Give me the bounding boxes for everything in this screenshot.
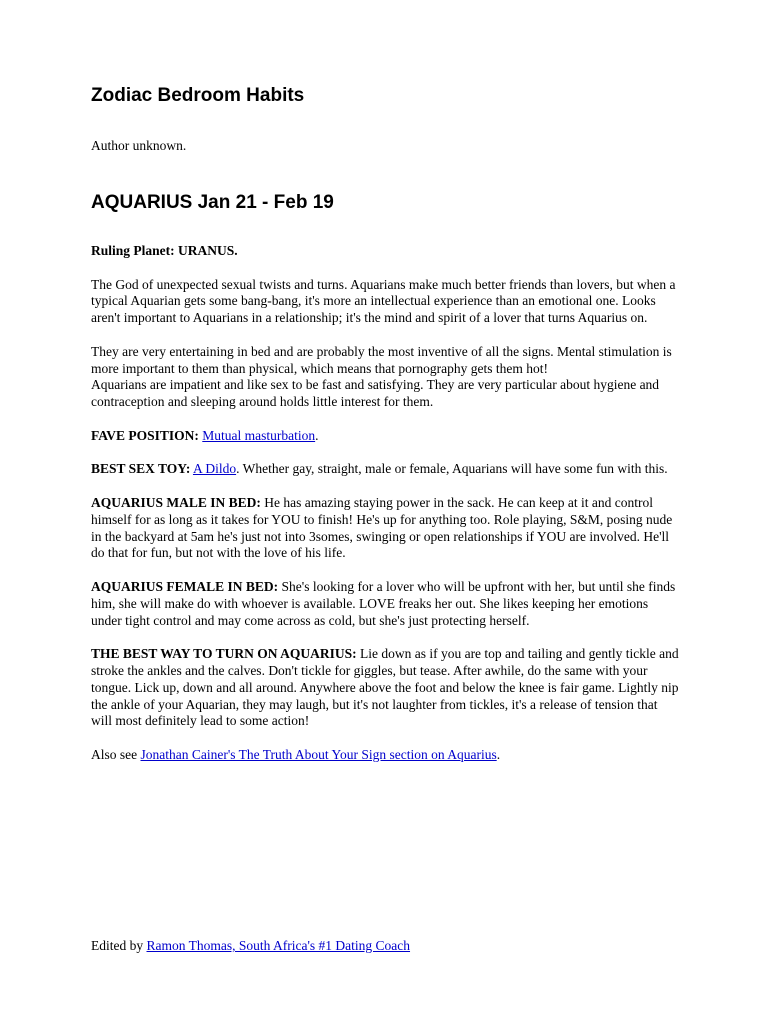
- male-in-bed-text: He has amazing staying power in the sack. He can keep at it and control himself for as long as it takes for YOU to finish! He's up for anything too. Role playing, S&M, posing nude in the backyard at 5am he's just not into 3somes, swinging or open relationships if YOU are involved. He'll do that for fun, but not with the love of his life.: [91, 494, 673, 561]
- footer-link[interactable]: Ramon Thomas, South Africa's #1 Dating Coach: [146, 938, 411, 953]
- female-in-bed-label: AQUARIUS FEMALE IN BED:: [91, 578, 279, 594]
- footer-credit: [91, 937, 410, 954]
- document-title: Zodiac Bedroom Habits: [91, 85, 305, 106]
- female-in-bed-paragraph: [91, 579, 681, 629]
- best-sex-toy-label: BEST SEX TOY:: [91, 461, 191, 477]
- also-see-prefix: Also see: [91, 746, 138, 762]
- fave-position-paragraph: [91, 428, 681, 445]
- turn-on-paragraph: [91, 646, 681, 730]
- turn-on-label: THE BEST WAY TO TURN ON AQUARIUS:: [91, 646, 357, 662]
- male-in-bed-label: AQUARIUS MALE IN BED:: [91, 494, 261, 510]
- ruling-planet-text: Ruling Planet: URANUS.: [91, 243, 238, 258]
- also-see-trailing: .: [496, 746, 501, 762]
- fave-position-trailing: .: [315, 427, 319, 443]
- intro-paragraph-3: Aquarians are impatient and like sex to be fast and satisfying. They are very particular about hygiene and contraception and sleeping around holds little interest for them.: [91, 377, 660, 410]
- fave-position-label: FAVE POSITION:: [91, 427, 199, 443]
- female-in-bed-text: She's looking for a lover who will be upfront with her, but until she finds him, she will make do with whoever is available. LOVE freaks her out. She likes keeping her emotions under tight control and may come across as cold, but she's just protecting herself.: [91, 578, 676, 628]
- intro-paragraph-2: They are very entertaining in bed and are probably the most inventive of all the signs. Mental stimulation is more important to them than physical, which means that pornography gets them hot!: [91, 343, 672, 376]
- turn-on-text: Lie down as if you are top and tailing and gently tickle and stroke the ankles and the calves. Don't tickle for giggles, but tease. After awhile, do the same with your tongue. Lick up, down and all around. Anywhere above the foot and below the knee is fair game. Lightly nip the ankle of your Aquarian, they may laugh, but it's not laughter from tickles, it's a release of tension that will most definitely lead to some action!: [91, 646, 679, 729]
- best-sex-toy-link[interactable]: A Dildo: [192, 461, 237, 477]
- intro-paragraph-1: The God of unexpected sexual twists and turns. Aquarians make much better friends than lovers, but when a typical Aquarian gets some bang-bang, it's more an intellectual experience than an emotional one. Looks aren't important to Aquarians in a relationship; it's the mind and spirit of a lover that turns Aquarius on.: [91, 276, 676, 326]
- ruling-planet: [91, 243, 681, 260]
- article-body: [91, 243, 681, 781]
- also-see-link[interactable]: Jonathan Cainer's The Truth About Your Sign section on Aquarius: [140, 746, 497, 762]
- best-sex-toy-paragraph: [91, 461, 681, 478]
- sign-heading: AQUARIUS Jan 21 - Feb 19: [91, 192, 334, 213]
- fave-position-link[interactable]: Mutual masturbation: [202, 427, 316, 443]
- best-sex-toy-text: . Whether gay, straight, male or female, Aquarians will have some fun with this.: [236, 461, 668, 477]
- also-see-paragraph: [91, 747, 681, 764]
- footer-prefix: Edited by: [91, 938, 144, 953]
- author-line: Author unknown.: [91, 138, 187, 153]
- male-in-bed-paragraph: [91, 495, 681, 562]
